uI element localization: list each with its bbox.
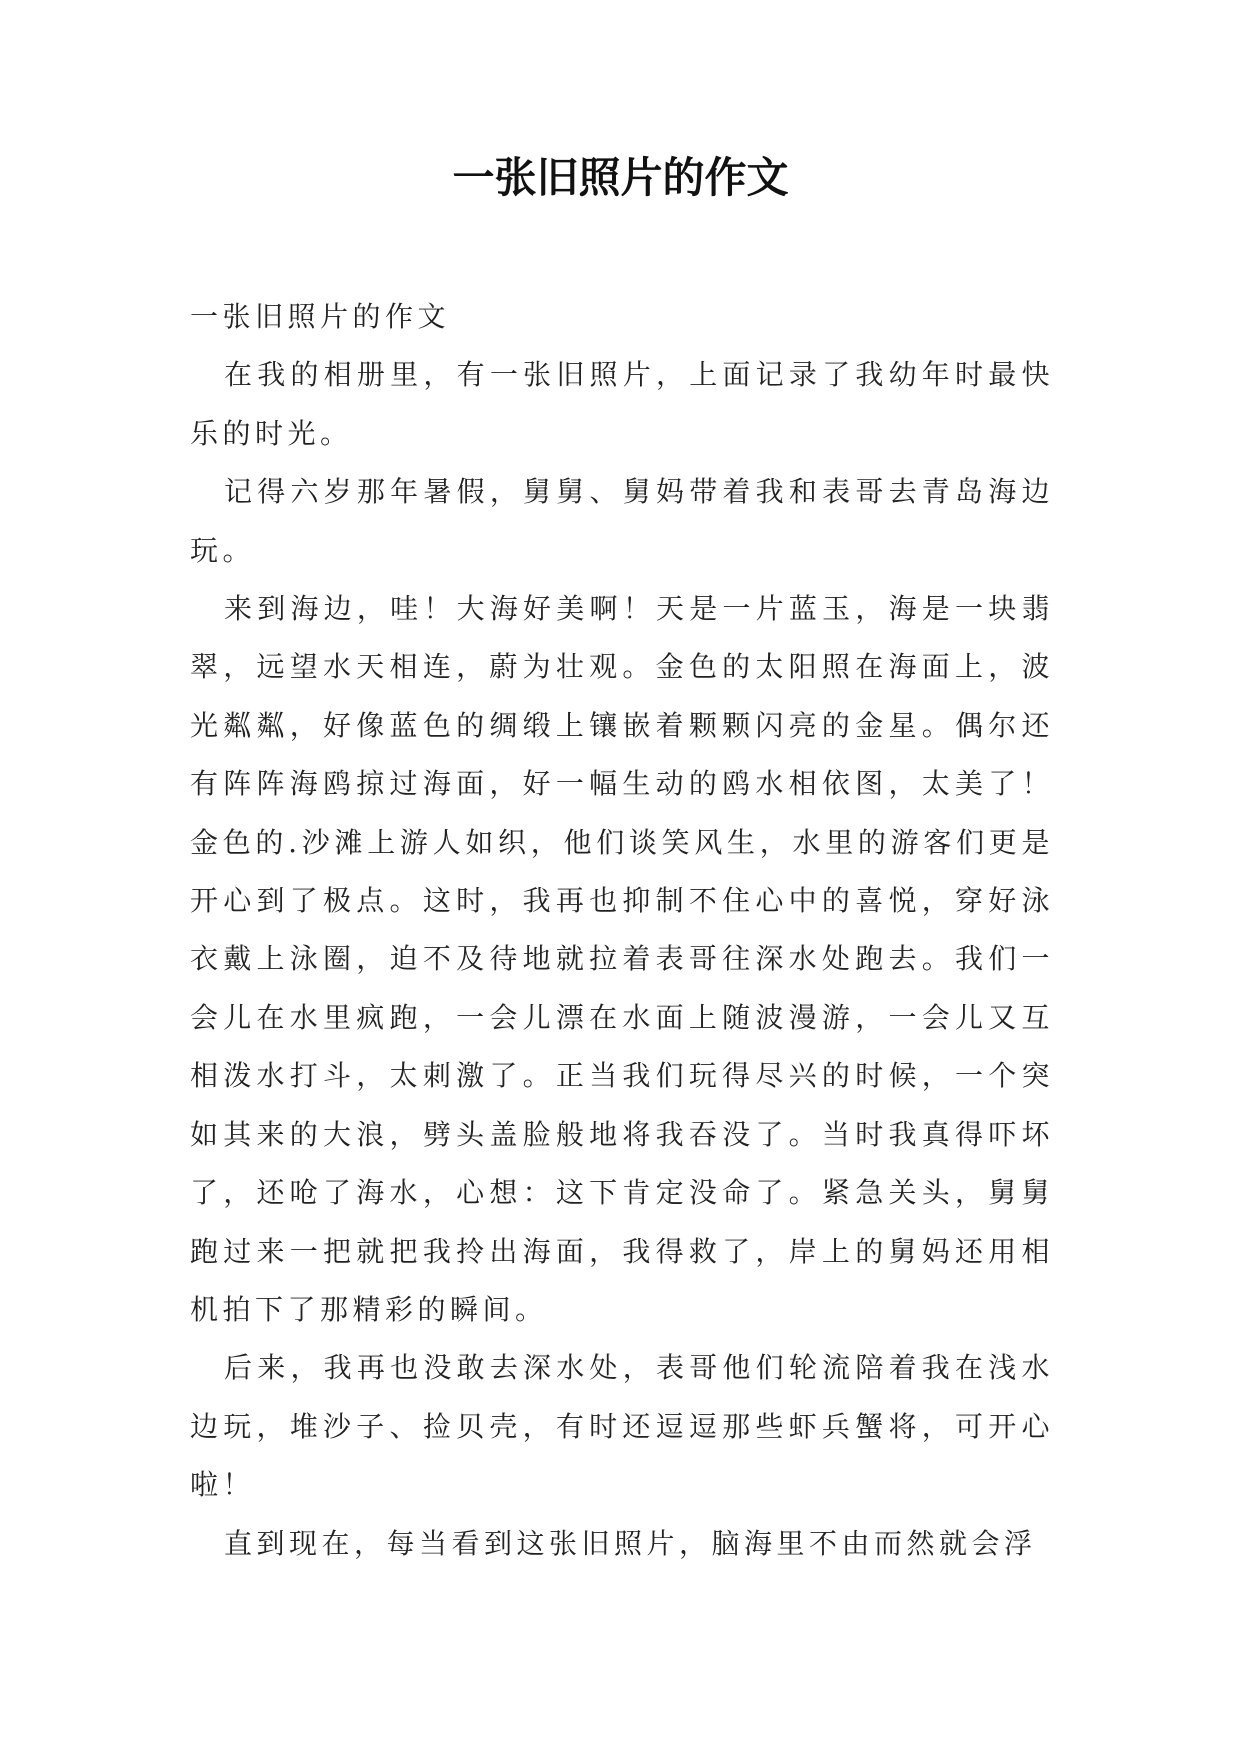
- paragraph: 直到现在，每当看到这张旧照片，脑海里不由而然就会浮: [224, 1526, 1037, 1560]
- paragraph: 来到海边，哇！大海好美啊！天是一片蓝玉，海是一块翡翠，远望水天相连，蔚为壮观。金色的太阳照在海面上，波光粼粼，好像蓝色的绸缎上镶嵌着颗颗闪亮的金星。偶尔还有阵阵海鸥掠过海面，好一幅生动的鸥水相依图，太美了！金色的.沙滩上游人如织，他们谈笑风生，水里的游客们更是开心到了极点。这时，我再也抑制不住心中的喜悦，穿好泳衣戴上泳圈，迫不及待地就拉着表哥往深水处跑去。我们一会儿在水里疯跑，一会儿漂在水面上随波漫游，一会儿又互相泼水打斗，太刺激了。正当我们玩得尽兴的时候，一个突如其来的大浪，劈头盖脸般地将我吞没了。当时我真得吓坏了，还呛了海水，心想：这下肯定没命了。紧急关头，舅舅跑过来一把就把我拎出海面，我得救了，岸上的舅妈还用相机拍下了那精彩的瞬间。: [190, 592, 1054, 1326]
- document-title: 一张旧照片的作文: [452, 153, 789, 202]
- paragraph: 记得六岁那年暑假，舅舅、舅妈带着我和表哥去青岛海边玩。: [190, 475, 1054, 567]
- paragraph: 在我的相册里，有一张旧照片，上面记录了我幼年时最快乐的时光。: [190, 358, 1054, 450]
- document-body: [190, 288, 1054, 1573]
- paragraph-subtitle: 一张旧照片的作文: [190, 300, 451, 333]
- paragraph: 后来，我再也没敢去深水处，表哥他们轮流陪着我在浅水边玩，堆沙子、捡贝壳，有时还逗逗那些虾兵蟹将，可开心啦！: [190, 1351, 1054, 1502]
